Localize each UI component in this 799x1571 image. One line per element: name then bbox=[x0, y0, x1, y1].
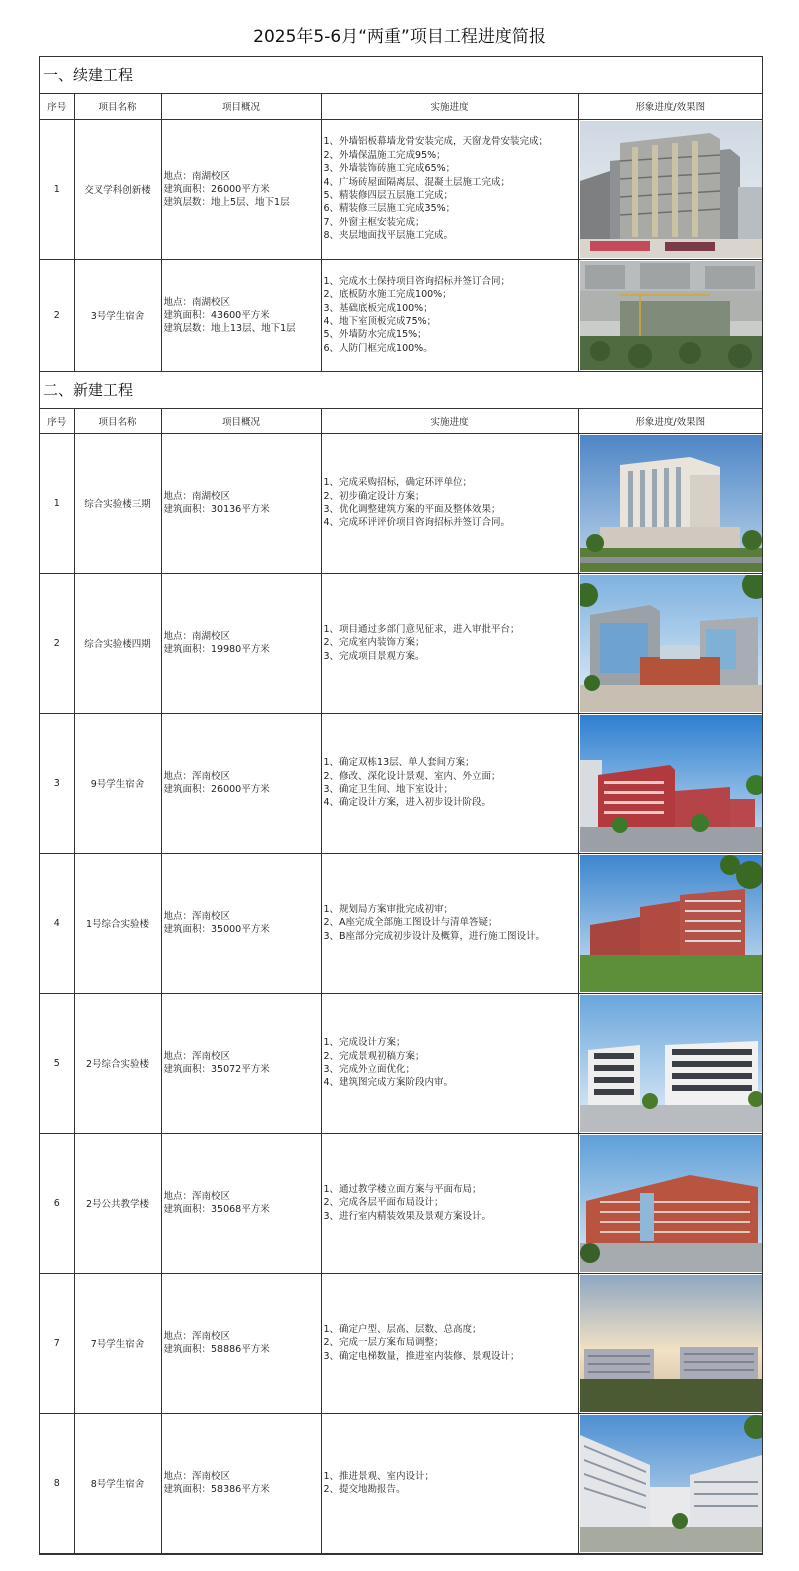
progress-line: 3、完成外立面优化； bbox=[323, 1064, 416, 1075]
progress-line: 2、修改、深化设计景观、室内、外立面； bbox=[323, 770, 501, 782]
progress-line: 1、外墙铝板幕墙龙骨安装完成，天窗龙骨安装完成； bbox=[323, 136, 549, 148]
project-overview bbox=[161, 853, 321, 993]
progress-line: 3、B座部分完成初步设计及概算，进行施工图设计。 bbox=[323, 930, 546, 942]
header-overview: 项目概况 bbox=[161, 94, 321, 119]
progress-line: 2、底板防水施工完成100%； bbox=[323, 289, 452, 301]
row-no: 3 bbox=[40, 713, 74, 853]
table-header-row bbox=[40, 409, 762, 434]
row-no: 1 bbox=[40, 119, 74, 259]
progress-line: 6、精装修三层施工完成35%； bbox=[323, 203, 456, 215]
project-image-cell bbox=[578, 713, 762, 853]
project-image-cell bbox=[578, 433, 762, 573]
overview-line: 建筑面积：58386平方米 bbox=[163, 1484, 270, 1495]
project-progress bbox=[321, 1133, 578, 1273]
project-name: 8号学生宿舍 bbox=[74, 1413, 161, 1553]
header-image: 形象进度/效果图 bbox=[578, 94, 762, 119]
progress-line: 4、确定设计方案，进入初步设计阶段。 bbox=[323, 797, 492, 809]
row-no: 2 bbox=[40, 259, 74, 371]
section-title: 一、续建工程 bbox=[40, 57, 762, 94]
project-overview bbox=[161, 573, 321, 713]
header-progress: 实施进度 bbox=[321, 409, 578, 434]
progress-line: 2、完成室内装饰方案； bbox=[323, 637, 425, 649]
project-name: 交叉学科创新楼 bbox=[74, 119, 161, 259]
project-image-cell bbox=[578, 1413, 762, 1553]
row-no: 7 bbox=[40, 1273, 74, 1413]
project-progress bbox=[321, 1413, 578, 1553]
progress-line: 1、完成采购招标，确定环评单位； bbox=[323, 477, 473, 489]
progress-line: 3、确定卫生间、地下室设计； bbox=[323, 784, 454, 795]
table-row bbox=[40, 119, 762, 259]
project-image-cell bbox=[578, 259, 762, 371]
progress-line: 4、完成环评评价项目咨询招标并签订合同。 bbox=[323, 517, 511, 529]
progress-line: 6、人防门框完成100%。 bbox=[323, 342, 433, 354]
project-overview bbox=[161, 713, 321, 853]
project-progress bbox=[321, 713, 578, 853]
overview-line: 建筑面积：19980平方米 bbox=[163, 644, 270, 655]
progress-line: 1、通过教学楼立面方案与平面布局； bbox=[323, 1183, 482, 1195]
progress-line: 1、项目通过多部门意见征求，进入审批平台； bbox=[323, 623, 520, 635]
project-image-cell bbox=[578, 993, 762, 1133]
project-name: 2号综合实验楼 bbox=[74, 993, 161, 1133]
project-overview bbox=[161, 1413, 321, 1553]
row-no: 5 bbox=[40, 993, 74, 1133]
progress-line: 4、地下室顶板完成75%； bbox=[323, 316, 437, 327]
progress-line: 8、夹层地面找平层施工完成。 bbox=[323, 230, 454, 242]
progress-line: 1、完成设计方案； bbox=[323, 1037, 406, 1049]
overview-line: 地点：浑南校区 bbox=[163, 1191, 231, 1202]
project-name: 7号学生宿舍 bbox=[74, 1273, 161, 1413]
rendering-image bbox=[580, 1275, 762, 1412]
progress-line: 1、完成水土保持项目咨询招标并签订合同； bbox=[323, 275, 511, 287]
progress-line: 2、外墙保温施工完成95%； bbox=[323, 149, 446, 161]
progress-line: 2、提交地勘报告。 bbox=[323, 1484, 406, 1495]
progress-line: 2、A座完成全部施工图设计与清单答疑； bbox=[323, 917, 498, 929]
project-overview bbox=[161, 119, 321, 259]
project-name: 3号学生宿舍 bbox=[74, 259, 161, 371]
table-row bbox=[40, 993, 762, 1133]
progress-line: 2、完成各层平面布局设计； bbox=[323, 1197, 444, 1209]
new-projects-table bbox=[40, 409, 762, 1554]
rendering-image bbox=[580, 435, 762, 572]
overview-line: 地点：南湖校区 bbox=[163, 491, 231, 502]
project-name: 1号综合实验楼 bbox=[74, 853, 161, 993]
project-name: 综合实验楼四期 bbox=[74, 573, 161, 713]
project-overview bbox=[161, 1273, 321, 1413]
continuing-projects-table bbox=[40, 94, 762, 372]
overview-line: 建筑面积：35000平方米 bbox=[163, 924, 270, 935]
project-progress bbox=[321, 1273, 578, 1413]
header-image: 形象进度/效果图 bbox=[578, 409, 762, 434]
project-progress bbox=[321, 853, 578, 993]
header-name: 项目名称 bbox=[74, 409, 161, 434]
table-row bbox=[40, 259, 762, 371]
project-progress bbox=[321, 993, 578, 1133]
overview-line: 地点：浑南校区 bbox=[163, 1051, 231, 1062]
row-no: 4 bbox=[40, 853, 74, 993]
project-image-cell bbox=[578, 853, 762, 993]
progress-line: 2、完成一层方案布局调整； bbox=[323, 1337, 444, 1349]
progress-line: 2、完成景观初稿方案； bbox=[323, 1050, 425, 1062]
progress-line: 3、优化调整建筑方案的平面及整体效果； bbox=[323, 504, 501, 515]
project-overview bbox=[161, 993, 321, 1133]
progress-line: 3、外墙装饰砖施工完成65%； bbox=[323, 163, 456, 175]
row-no: 6 bbox=[40, 1133, 74, 1273]
header-name: 项目名称 bbox=[74, 94, 161, 119]
overview-line: 建筑层数：地上13层、地下1层 bbox=[163, 322, 296, 334]
row-no: 8 bbox=[40, 1413, 74, 1553]
overview-line: 地点：南湖校区 bbox=[163, 631, 231, 642]
overview-line: 建筑面积：35072平方米 bbox=[163, 1064, 270, 1075]
page-title: 2025年5-6月“两重”项目工程进度简报 bbox=[253, 27, 546, 47]
construction-site-photo bbox=[580, 261, 762, 370]
project-image-cell bbox=[578, 573, 762, 713]
rendering-image bbox=[580, 715, 762, 852]
progress-report-table bbox=[39, 56, 763, 1555]
rendering-image bbox=[580, 1135, 762, 1272]
progress-line: 5、精装修四层五层施工完成； bbox=[323, 190, 454, 201]
table-header-row bbox=[40, 94, 762, 119]
overview-line: 建筑面积：43600平方米 bbox=[163, 309, 270, 321]
progress-line: 3、确定电梯数量，推进室内装修、景观设计； bbox=[323, 1350, 520, 1362]
table-row bbox=[40, 1273, 762, 1413]
overview-line: 建筑面积：26000平方米 bbox=[163, 784, 270, 795]
progress-line: 4、广场砖屋面隔离层、混凝土层施工完成； bbox=[323, 176, 511, 188]
table-row bbox=[40, 433, 762, 573]
overview-line: 建筑面积：30136平方米 bbox=[163, 504, 270, 515]
table-row bbox=[40, 853, 762, 993]
progress-line: 5、外墙防水完成15%； bbox=[323, 329, 427, 341]
row-no: 1 bbox=[40, 433, 74, 573]
overview-line: 地点：浑南校区 bbox=[163, 911, 231, 922]
project-progress bbox=[321, 119, 578, 259]
table-row bbox=[40, 1413, 762, 1553]
table-row bbox=[40, 713, 762, 853]
rendering-image bbox=[580, 855, 762, 992]
progress-line: 1、确定双栋13层、单人套间方案； bbox=[323, 757, 475, 769]
project-image-cell bbox=[578, 119, 762, 259]
table-row bbox=[40, 573, 762, 713]
progress-line: 4、建筑图完成方案阶段内审。 bbox=[323, 1077, 454, 1089]
project-progress bbox=[321, 573, 578, 713]
construction-photo bbox=[580, 121, 762, 258]
rendering-image bbox=[580, 1415, 762, 1552]
overview-line: 建筑面积：58886平方米 bbox=[163, 1344, 270, 1355]
row-no: 2 bbox=[40, 573, 74, 713]
overview-line: 地点：南湖校区 bbox=[163, 296, 231, 308]
table-row bbox=[40, 1133, 762, 1273]
overview-line: 地点：浑南校区 bbox=[163, 771, 231, 782]
progress-line: 1、确定户型、层高、层数、总高度； bbox=[323, 1323, 482, 1335]
project-name: 9号学生宿舍 bbox=[74, 713, 161, 853]
overview-line: 地点：浑南校区 bbox=[163, 1331, 231, 1342]
overview-line: 地点：浑南校区 bbox=[163, 1471, 231, 1482]
overview-line: 建筑面积：35068平方米 bbox=[163, 1204, 270, 1215]
progress-line: 3、进行室内精装效果及景观方案设计。 bbox=[323, 1210, 492, 1222]
project-progress bbox=[321, 259, 578, 371]
header-no: 序号 bbox=[40, 94, 74, 119]
header-overview: 项目概况 bbox=[161, 409, 321, 434]
progress-line: 7、外窗主框安装完成； bbox=[323, 216, 425, 228]
header-no: 序号 bbox=[40, 409, 74, 434]
project-name: 2号公共教学楼 bbox=[74, 1133, 161, 1273]
progress-line: 2、初步确定设计方案； bbox=[323, 490, 425, 502]
project-overview bbox=[161, 1133, 321, 1273]
overview-line: 地点：南湖校区 bbox=[163, 170, 231, 182]
project-name: 综合实验楼三期 bbox=[74, 433, 161, 573]
header-progress: 实施进度 bbox=[321, 94, 578, 119]
project-overview bbox=[161, 259, 321, 371]
progress-line: 1、规划局方案审批完成初审； bbox=[323, 903, 454, 915]
project-image-cell bbox=[578, 1273, 762, 1413]
rendering-image bbox=[580, 575, 762, 712]
section-title: 二、新建工程 bbox=[40, 372, 762, 409]
progress-line: 3、基础底板完成100%； bbox=[323, 302, 433, 314]
project-progress bbox=[321, 433, 578, 573]
project-overview bbox=[161, 433, 321, 573]
overview-line: 建筑面积：26000平方米 bbox=[163, 183, 270, 195]
progress-line: 3、完成项目景观方案。 bbox=[323, 650, 425, 662]
rendering-image bbox=[580, 995, 762, 1132]
overview-line: 建筑层数：地上5层、地下1层 bbox=[163, 196, 290, 208]
project-image-cell bbox=[578, 1133, 762, 1273]
progress-line: 1、推进景观、室内设计； bbox=[323, 1470, 435, 1482]
